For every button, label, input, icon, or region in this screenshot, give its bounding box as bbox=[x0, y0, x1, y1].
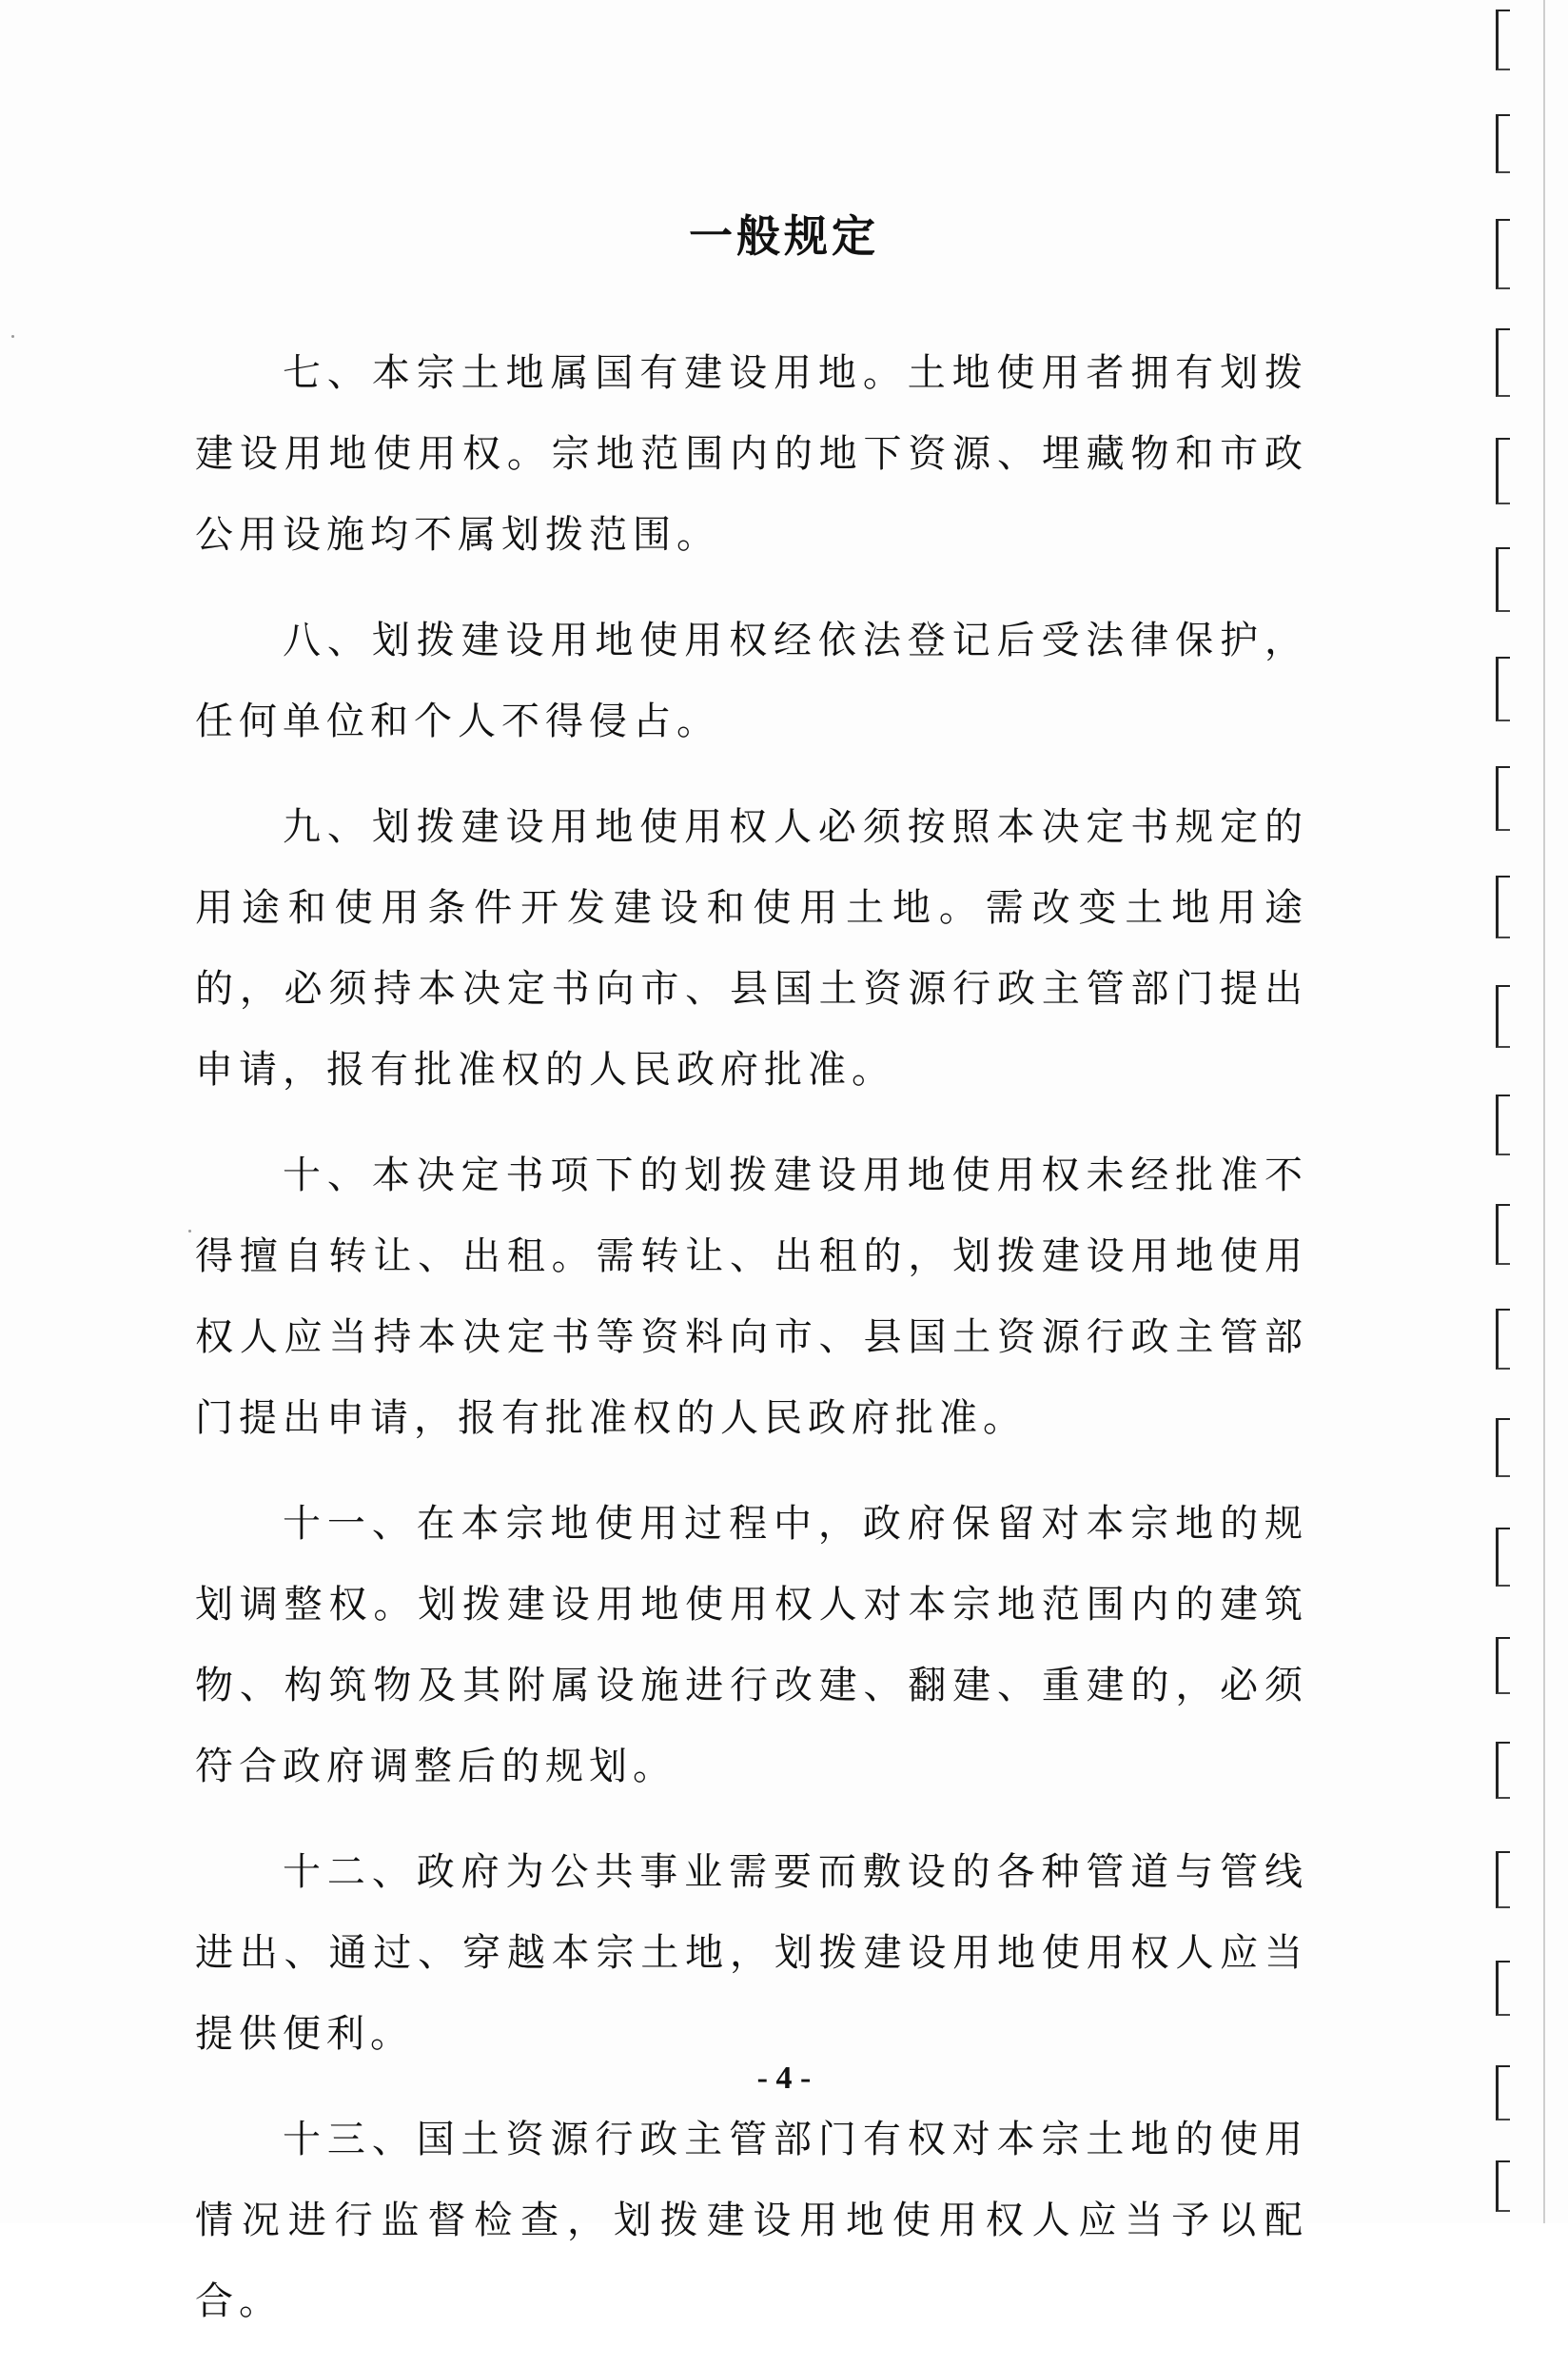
binding-mark bbox=[1496, 328, 1510, 397]
binding-mark bbox=[1496, 1204, 1510, 1265]
binding-mark bbox=[1496, 114, 1510, 173]
scan-edge-line bbox=[1543, 0, 1545, 2223]
binding-mark bbox=[1496, 1418, 1510, 1477]
binding-mark bbox=[1496, 766, 1510, 831]
binding-mark bbox=[1496, 876, 1510, 938]
binding-mark bbox=[1496, 657, 1510, 721]
binding-marks bbox=[1484, 0, 1541, 2223]
binding-mark bbox=[1496, 985, 1510, 1048]
binding-mark bbox=[1496, 1309, 1510, 1370]
binding-mark bbox=[1496, 1637, 1510, 1694]
scan-speck bbox=[11, 335, 14, 338]
scan-speck bbox=[188, 1230, 191, 1233]
binding-mark bbox=[1496, 2160, 1510, 2212]
page-number: - 4 - bbox=[756, 2061, 812, 2096]
paragraph-10: 十、本决定书项下的划拨建设用地使用权未经批准不得擅自转让、出租。需转让、出租的，划拨建设用地使用权人应当持本决定书等资料向市、县国土资源行政主管部门提出申请，报有批准权的人民政府批准。 bbox=[195, 1154, 1308, 1440]
binding-mark bbox=[1496, 1742, 1510, 1799]
binding-mark bbox=[1496, 547, 1510, 612]
binding-mark bbox=[1496, 10, 1510, 70]
paragraph-8: 八、划拨建设用地使用权经依法登记后受法律保护，任何单位和个人不得侵占。 bbox=[195, 619, 1308, 743]
binding-mark bbox=[1496, 438, 1510, 504]
binding-mark bbox=[1496, 1528, 1510, 1587]
binding-mark bbox=[1496, 1961, 1510, 2016]
paragraph-12: 十二、政府为公共事业需要而敷设的各种管道与管线进出、通过、穿越本宗土地，划拨建设用地使用权人应当提供便利。 bbox=[195, 1850, 1308, 2056]
binding-mark bbox=[1496, 1095, 1510, 1155]
paragraph-9: 九、划拨建设用地使用权人必须按照本决定书规定的用途和使用条件开发建设和使用土地。需改变土地用途的，必须持本决定书向市、县国土资源行政主管部门提出申请，报有批准权的人民政府批准。 bbox=[195, 805, 1308, 1092]
paragraph-7: 七、本宗土地属国有建设用地。土地使用者拥有划拨建设用地使用权。宗地范围内的地下资源、埋藏物和市政公用设施均不属划拨范围。 bbox=[195, 351, 1308, 557]
page-title: 一般规定 bbox=[689, 210, 879, 262]
binding-mark bbox=[1496, 1851, 1510, 1908]
binding-mark bbox=[1496, 219, 1510, 289]
binding-mark bbox=[1496, 2065, 1510, 2120]
paragraph-13: 十三、国土资源行政主管部门有权对本宗土地的使用情况进行监督检查，划拨建设用地使用权人应当予以配合。 bbox=[195, 2118, 1308, 2323]
paragraph-11: 十一、在本宗地使用过程中，政府保留对本宗地的规划调整权。划拨建设用地使用权人对本宗地范围内的建筑物、构筑物及其附属设施进行改建、翻建、重建的，必须符合政府调整后的规划。 bbox=[195, 1502, 1308, 1788]
